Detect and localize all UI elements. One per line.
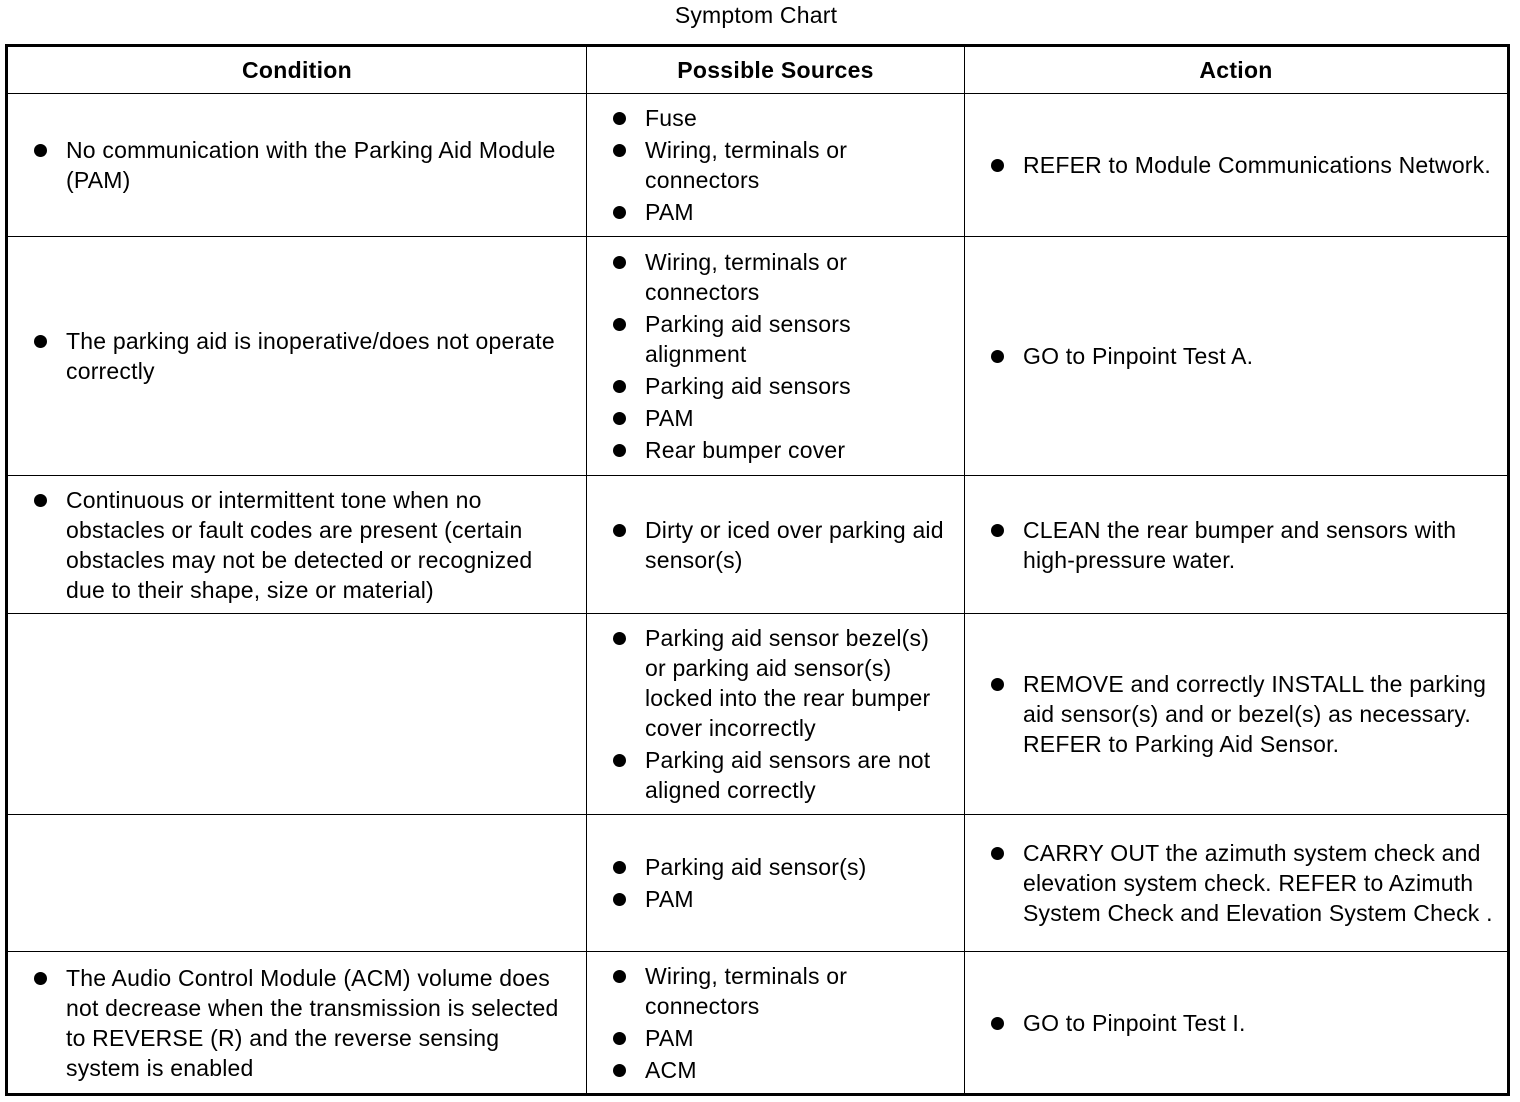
bullet-icon (991, 350, 1004, 363)
bullet-icon (613, 256, 626, 269)
condition-cell (7, 476, 587, 614)
bullet-icon (613, 524, 626, 537)
list-item (587, 745, 964, 805)
list-item (587, 435, 964, 465)
list-item (587, 852, 964, 882)
action-cell (965, 94, 1509, 237)
header-action: Action (965, 46, 1509, 94)
list-item (587, 961, 964, 1021)
condition-cell (7, 94, 587, 237)
bullet-icon (991, 159, 1004, 172)
list-item (587, 403, 964, 433)
action-text: REFER to Module Communications Network. (1023, 152, 1491, 178)
condition-text: No communication with the Parking Aid Module (PAM) (66, 137, 556, 193)
bullet-icon (613, 112, 626, 125)
table-body (7, 94, 1509, 1095)
possible-sources-cell (587, 476, 965, 614)
sources-list (587, 961, 964, 1085)
list-item (965, 1008, 1507, 1038)
action-cell (965, 952, 1509, 1095)
list-item (8, 485, 586, 605)
list-item (8, 135, 586, 195)
list-item (587, 197, 964, 227)
sources-list (587, 852, 964, 914)
condition-list (8, 135, 586, 195)
action-cell (965, 815, 1509, 952)
list-item (587, 135, 964, 195)
list-item (965, 150, 1507, 180)
action-list (965, 1008, 1507, 1038)
bullet-icon (613, 444, 626, 457)
sources-text: Parking aid sensors (645, 373, 851, 399)
bullet-icon (613, 380, 626, 393)
action-text: GO to Pinpoint Test A. (1023, 343, 1254, 369)
condition-cell (7, 952, 587, 1095)
bullet-icon (991, 678, 1004, 691)
sources-list (587, 515, 964, 575)
bullet-icon (991, 524, 1004, 537)
bullet-icon (613, 412, 626, 425)
bullet-icon (34, 335, 47, 348)
table-row (7, 952, 1509, 1095)
condition-cell (7, 237, 587, 476)
condition-text: Continuous or intermittent tone when no obstacles or fault codes are present (certain obstacles may not be detected or recognized due to their shape, size or material) (66, 486, 533, 603)
header-condition: Condition (7, 46, 587, 94)
sources-text: Parking aid sensors are not aligned correctly (645, 747, 931, 803)
sources-text: Dirty or iced over parking aid sensor(s) (645, 516, 944, 573)
sources-list (587, 103, 964, 227)
bullet-icon (613, 632, 626, 645)
sources-text: PAM (645, 199, 694, 225)
action-text: GO to Pinpoint Test I. (1023, 1009, 1246, 1036)
list-item (965, 838, 1507, 928)
condition-list (8, 326, 586, 386)
table-row (7, 476, 1509, 614)
possible-sources-cell (587, 952, 965, 1095)
sources-text: Parking aid sensors alignment (645, 311, 851, 367)
sources-text: Fuse (645, 105, 697, 131)
list-item (587, 1023, 964, 1053)
action-text: CARRY OUT the azimuth system check and elevation system check. REFER to Azimuth System Check and Elevation System Check . (1023, 840, 1493, 926)
chart-title: Symptom Chart (674, 2, 838, 28)
condition-list (8, 485, 586, 605)
list-item (587, 309, 964, 369)
table-row (7, 237, 1509, 476)
list-item (587, 1055, 964, 1085)
header-possible-sources: Possible Sources (587, 46, 965, 94)
bullet-icon (613, 318, 626, 331)
list-item (587, 623, 964, 743)
condition-text: The Audio Control Module (ACM) volume does not decrease when the transmission is selected to REVERSE (R) and the reverse sensing system is enabled (66, 964, 559, 1081)
sources-list (587, 247, 964, 465)
action-text: CLEAN the rear bumper and sensors with high-pressure water. (1023, 516, 1457, 573)
action-list (965, 838, 1507, 928)
action-cell (965, 476, 1509, 614)
sources-text: Wiring, terminals or connectors (645, 962, 848, 1019)
possible-sources-cell (587, 614, 965, 815)
symptom-table (5, 44, 1510, 1096)
bullet-icon (613, 1032, 626, 1045)
action-list (965, 341, 1507, 371)
list-item (965, 515, 1507, 575)
possible-sources-cell (587, 815, 965, 952)
sources-text: PAM (645, 405, 694, 431)
list-item (587, 371, 964, 401)
action-list (965, 515, 1507, 575)
sources-text: Wiring, terminals or connectors (645, 249, 848, 305)
list-item (8, 963, 586, 1083)
action-text: REMOVE and correctly INSTALL the parking aid sensor(s) and or bezel(s) as necessary. REFER to Parking Aid Sensor. (1023, 671, 1487, 757)
list-item (8, 326, 586, 386)
condition-text: The parking aid is inoperative/does not operate correctly (66, 328, 555, 384)
sources-text: Wiring, terminals or connectors (645, 137, 848, 193)
table-row (7, 614, 1509, 815)
sources-text: PAM (645, 886, 694, 912)
bullet-icon (613, 754, 626, 767)
bullet-icon (991, 847, 1004, 860)
list-item (965, 669, 1507, 759)
sources-text: Parking aid sensor bezel(s) or parking aid sensor(s) locked into the rear bumper cover incorrectly (645, 625, 931, 741)
sources-text: PAM (645, 1024, 694, 1051)
action-list (965, 150, 1507, 180)
list-item (587, 884, 964, 914)
list-item (965, 341, 1507, 371)
list-item (587, 515, 964, 575)
bullet-icon (613, 893, 626, 906)
condition-cell (7, 815, 587, 952)
condition-cell (7, 614, 587, 815)
action-cell (965, 237, 1509, 476)
sources-text: Parking aid sensor(s) (645, 854, 867, 880)
bullet-icon (991, 1017, 1004, 1030)
list-item (587, 103, 964, 133)
bullet-icon (613, 1064, 626, 1077)
list-item (587, 247, 964, 307)
bullet-icon (34, 144, 47, 157)
bullet-icon (34, 972, 47, 985)
bullet-icon (613, 970, 626, 983)
condition-list (8, 963, 586, 1083)
action-list (965, 669, 1507, 759)
possible-sources-cell (587, 237, 965, 476)
table-row (7, 94, 1509, 237)
bullet-icon (613, 144, 626, 157)
bullet-icon (34, 494, 47, 507)
sources-text: ACM (645, 1056, 697, 1083)
action-cell (965, 614, 1509, 815)
bullet-icon (613, 206, 626, 219)
sources-text: Rear bumper cover (645, 437, 846, 463)
table-row (7, 815, 1509, 952)
sources-list (587, 623, 964, 805)
bullet-icon (613, 861, 626, 874)
possible-sources-cell (587, 94, 965, 237)
header-row (7, 46, 1509, 94)
